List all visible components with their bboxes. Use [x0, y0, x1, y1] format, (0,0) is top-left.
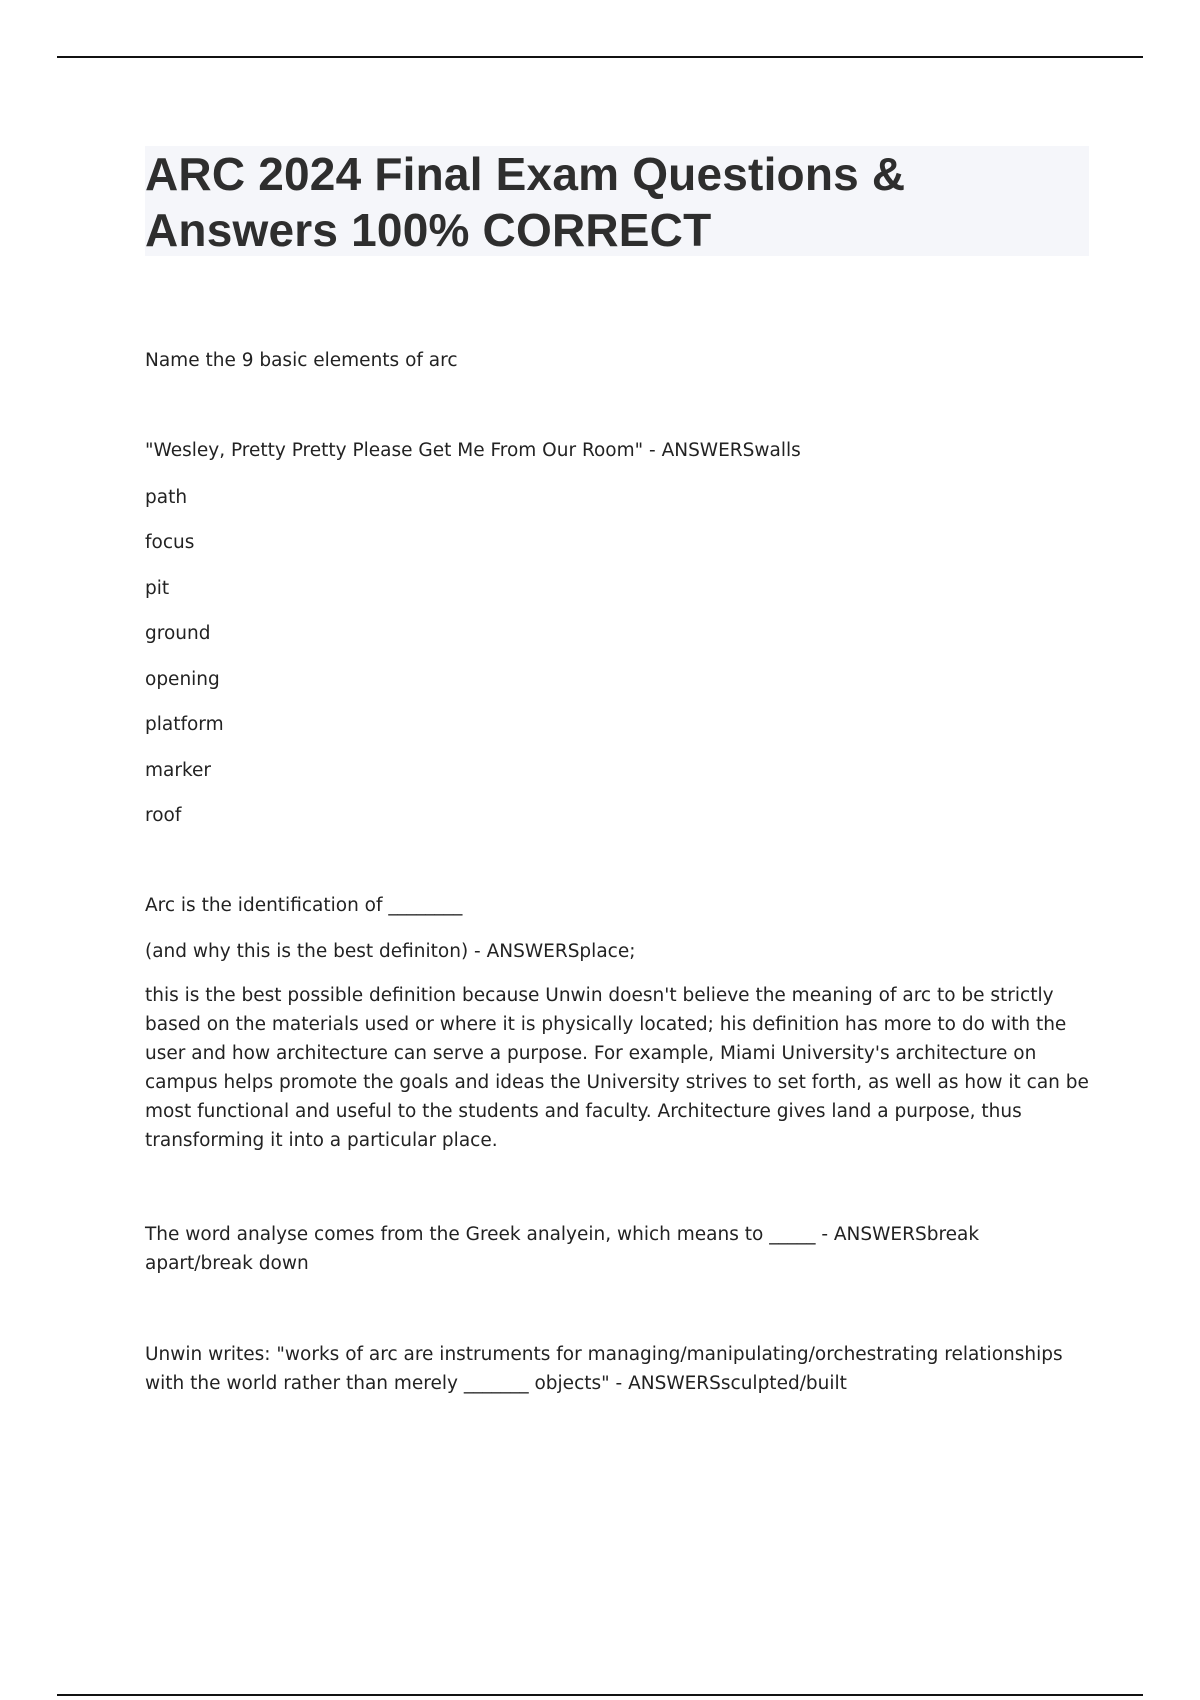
element-item: path [145, 487, 188, 508]
question-2-continued: (and why this is the best definiton) - ANSWERSplace; [145, 941, 636, 962]
element-item: opening [145, 669, 220, 690]
element-item: pit [145, 578, 170, 599]
document-title: ARC 2024 Final Exam Questions & Answers 100% CORRECT [145, 148, 906, 256]
top-rule [57, 56, 1143, 58]
element-item: focus [145, 532, 195, 553]
question-1: Name the 9 basic elements of arc [145, 350, 458, 371]
title-banner [145, 146, 1089, 256]
question-2: Arc is the identification of ________ [145, 895, 463, 916]
bottom-rule [57, 1694, 1143, 1696]
answer-1-intro: "Wesley, Pretty Pretty Please Get Me From Our Room" - ANSWERSwalls [145, 440, 801, 461]
element-item: roof [145, 805, 182, 826]
question-4: Unwin writes: "works of arc are instruments for managing/manipulating/orchestrating relationships with the world rather than merely _______ objects" - ANSWERSsculpted/built [145, 1344, 1063, 1394]
question-3: The word analyse comes from the Greek analyein, which means to _____ - ANSWERSbreak apart/break down [145, 1224, 980, 1274]
element-item: ground [145, 623, 211, 644]
element-item: marker [145, 760, 212, 781]
answer-2-explanation: this is the best possible definition because Unwin doesn't believe the meaning of arc to be strictly based on the materials used or where it is physically located; his definition has more to do with the user and how architecture can serve a purpose. For example, Miami University's architecture on campus helps promote the goals and ideas the University strives to set forth, as well as how it can be most functional and useful to the students and faculty. Architecture gives land a purpose, thus transforming it into a particular place. [145, 985, 1089, 1151]
element-item: platform [145, 714, 224, 735]
